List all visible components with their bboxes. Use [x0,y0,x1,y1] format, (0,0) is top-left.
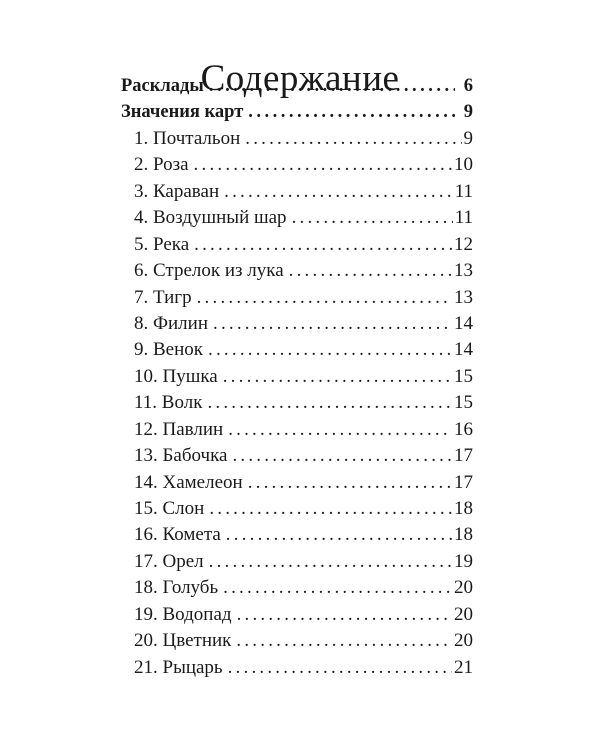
dot-leader [197,285,452,311]
toc-page-number: 9 [463,127,473,149]
toc-page-number: 18 [454,524,473,546]
toc-label: 2. Роза [134,154,189,176]
toc-page-number: 20 [454,577,473,599]
toc-label: Значения карт [121,102,244,123]
toc-label: 16. Комета [134,524,221,546]
dot-leader [292,205,453,231]
toc-label: Расклады [121,76,204,96]
toc-page-number: 12 [454,233,473,255]
page-title: Содержание [200,57,400,99]
dot-leader [226,522,452,548]
toc-page-number: 9 [463,102,473,123]
toc-label: 14. Хамелеон [134,471,243,493]
toc-entry-row[interactable] [121,522,473,548]
toc-label: 3. Караван [134,180,220,202]
dot-leader [223,575,452,601]
toc-entry-row[interactable] [121,655,473,681]
toc-page-number: 18 [454,498,473,519]
dot-leader [194,152,452,178]
dot-leader [232,443,452,469]
toc-page-number: 20 [454,630,473,652]
dot-leader [223,364,452,390]
toc-label: 13. Бабочка [134,445,228,467]
dot-leader [208,337,452,363]
toc-label: 4. Воздушный шар [134,207,287,229]
dot-leader [228,655,452,681]
toc-page-number: 21 [454,656,473,678]
toc-entry-row[interactable] [121,152,473,178]
toc-entry-row[interactable] [121,285,473,311]
toc-entry-row[interactable] [121,443,473,469]
toc-page-number: 10 [454,154,473,176]
toc-page-number: 14 [454,312,473,334]
toc-page-number: 15 [454,392,473,414]
toc-page-number: 16 [454,418,473,440]
dot-leader [236,628,452,654]
toc-entry-row[interactable] [121,496,473,522]
toc-label: 6. Стрелок из лука [134,260,284,282]
toc-page-number: 13 [454,286,473,308]
toc-entry-row[interactable] [121,232,473,258]
toc-label: 10. Пушка [134,365,218,387]
dot-leader [194,232,452,258]
toc-page-number: 13 [454,260,473,282]
toc-entry-row[interactable] [121,575,473,601]
dot-leader [237,602,452,628]
toc-entry-row[interactable] [121,179,473,205]
toc-page-number: 17 [454,471,473,493]
toc-page-number: 14 [454,339,473,361]
toc-label: 20. Цветник [134,630,232,652]
toc-page-number: 20 [454,603,473,625]
toc-label: 17. Орел [134,550,204,572]
dot-leader [245,126,461,152]
toc-entry-row[interactable] [121,470,473,496]
toc-label: 7. Тигр [134,286,192,308]
dot-leader [248,470,452,496]
dot-leader [209,73,455,99]
toc-label: 11. Волк [134,392,203,414]
toc-entry-row[interactable] [121,417,473,443]
toc-page-number: 19 [454,550,473,572]
toc-section-row[interactable] [121,73,473,99]
toc-page-number: 11 [454,180,473,202]
toc-label: 15. Слон [134,498,205,519]
toc-label: 12. Павлин [134,418,224,440]
toc-entry-row[interactable] [121,602,473,628]
toc-page-number: 6 [463,76,473,96]
dot-leader [289,258,452,284]
toc-label: 1. Почтальон [134,127,241,149]
toc-page-number: 11 [454,207,473,229]
dot-leader [209,549,452,575]
dot-leader [228,417,452,443]
toc-entry-row[interactable] [121,126,473,152]
dot-leader [224,179,453,205]
toc-label: 8. Филин [134,312,208,334]
toc-entry-row[interactable] [121,364,473,390]
toc-label: 19. Водопад [134,603,232,625]
toc-entry-row[interactable] [121,390,473,416]
toc-list [121,73,473,681]
dot-leader [207,390,452,416]
dot-leader [248,99,455,125]
toc-page-number: 17 [454,445,473,467]
toc-entry-row[interactable] [121,258,473,284]
toc-entry-row[interactable] [121,549,473,575]
toc-page-number: 15 [454,365,473,387]
toc-label: 5. Река [134,233,190,255]
toc-entry-row[interactable] [121,205,473,231]
toc-entry-row[interactable] [121,337,473,363]
toc-label: 21. Рыцарь [134,656,223,678]
toc-label: 18. Голубь [134,577,219,599]
dot-leader [213,311,452,337]
toc-entry-row[interactable] [121,311,473,337]
toc-entry-row[interactable] [121,628,473,654]
toc-section-row[interactable] [121,99,473,125]
toc-label: 9. Венок [134,339,204,361]
dot-leader [209,496,452,522]
